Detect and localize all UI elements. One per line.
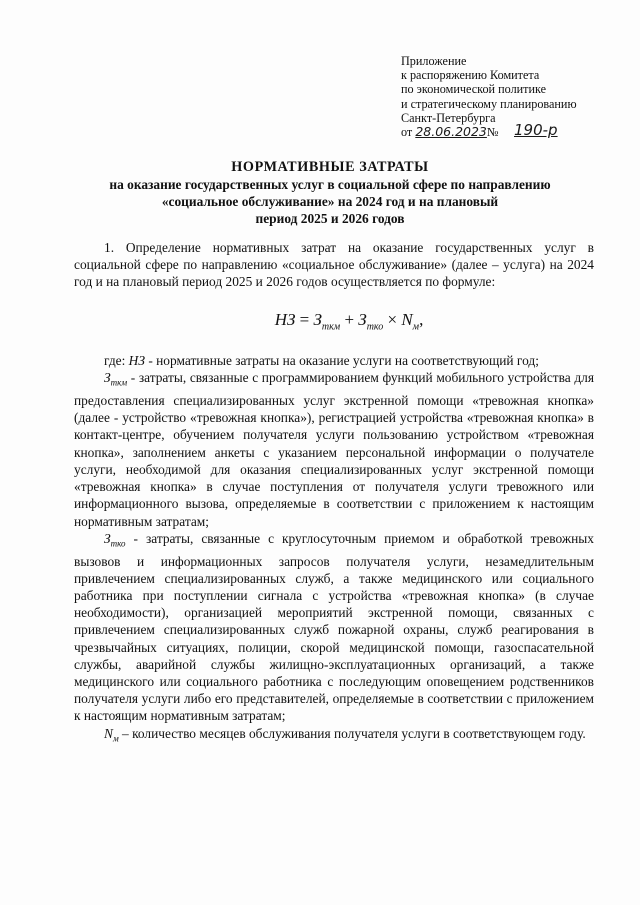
formula xyxy=(104,309,594,338)
definition-tkm-text: - затраты, связанные с программированием функций мобильного устройства для предоставления специализированных услуг экстренной помощи «тревожная кнопка» (далее - устройство «тревожная кнопка»), регистрацией устройства «тревожная кнопка» в контакт-центре, обучением получателя услуги пользованию устройством «тревожная кнопка», заполнением анкеты с указанием персональной информации о получателе услуги, необходимой для оказания специализированных услуг экстренной помощи «тревожная кнопка» в случае поступления от получателя услуги тревожного или информационного вызова, определяемые в соответствии с приложением к настоящим нормативным затратам; xyxy=(74,370,594,529)
definition-nm-letter: N xyxy=(104,725,113,741)
definition-tkm xyxy=(74,369,594,530)
title-main: НОРМАТИВНЫЕ ЗАТРАТЫ xyxy=(231,159,429,175)
definition-tkm-sub: ткм xyxy=(110,377,128,388)
title-line-2: «социальное обслуживание» на 2024 год и на плановый xyxy=(161,194,499,209)
appendix-header xyxy=(401,54,601,143)
formula-lhs: НЗ xyxy=(274,309,296,329)
definition-tko xyxy=(74,530,594,725)
title-line-1: на оказание государственных услуг в социальной сфере по направлению xyxy=(109,177,551,192)
formula-term-2: З xyxy=(358,309,367,329)
appendix-line: к распоряжению Комитета xyxy=(401,68,540,83)
formula-term-3: N xyxy=(401,309,413,329)
paragraph-1: 1. Определение нормативных затрат на оказание государственных услуг в социальной сфере по направлению «социальное обслуживание» (далее – услуга) на 2024 год и на плановый период 2025 и 2026 годов осуществляется по формуле: xyxy=(74,240,594,290)
appendix-line: и стратегическому планированию xyxy=(401,96,577,111)
definition-tko-letter: З xyxy=(104,530,111,546)
date-number-row xyxy=(401,121,601,143)
definition-tko-symbol xyxy=(104,530,126,549)
handwritten-date: 28.06.2023 xyxy=(415,124,487,140)
where-paragraph xyxy=(74,352,594,369)
date-prefix: от xyxy=(401,125,413,140)
handwritten-number: 190-р xyxy=(514,121,558,140)
appendix-line: Приложение xyxy=(401,54,467,68)
appendix-line: по экономической политике xyxy=(401,82,547,97)
definition-nm-sub: м xyxy=(112,733,119,744)
formula-term-1-sub: ткм xyxy=(321,321,341,332)
formula-plus: + xyxy=(344,309,355,329)
definition-nm xyxy=(74,725,594,748)
where-text: - нормативные затраты на оказание услуги на соответствующий год; xyxy=(144,353,539,368)
document-body xyxy=(74,239,594,747)
formula-term-2-sub: тко xyxy=(366,321,384,332)
document-title xyxy=(60,158,600,227)
title-line-3: период 2025 и 2026 годов xyxy=(255,211,405,226)
definition-nm-symbol xyxy=(104,725,119,744)
definition-tkm-letter: З xyxy=(104,370,111,386)
definition-tkm-symbol xyxy=(104,370,128,388)
appendix-line: Санкт-Петербурга xyxy=(401,110,496,125)
formula-term-3-sub: м xyxy=(412,321,420,332)
number-prefix: № xyxy=(486,125,499,140)
definition-tko-sub: тко xyxy=(110,538,126,549)
formula-term-1: З xyxy=(313,309,322,329)
where-prefix: где: xyxy=(104,353,129,368)
definition-tko-text: - затраты, связанные с круглосуточным приемом и обработкой тревожных вызовов и информационных запросов получателя услуги, незамедлительным привлечением специализированных служб, а также медицинского или социального работника при поступлении сигнала с устройства «тревожная кнопка» (в случае необходимости), организацией мероприятий экстренной помощи, связанных с привлечением специализированных служб пожарной охраны, служб реагирования в чрезвычайных ситуациях, полиции, скорой медицинской помощи, газоспасательной службы, аварийной службы жилищно-эксплуатационных организаций, а также медицинского или социального работника с последующим оповещением родственников получателя услуги либо его представителей, определяемые в соответствии с приложением к настоящим нормативным затратам; xyxy=(74,530,594,724)
where-symbol: НЗ xyxy=(128,353,145,368)
formula-equals: = xyxy=(299,309,310,329)
formula-times: × xyxy=(387,309,398,329)
definition-nm-text: – количество месяцев обслуживания получателя услуги в соответствующем году. xyxy=(118,725,586,741)
formula-end: , xyxy=(419,309,424,329)
